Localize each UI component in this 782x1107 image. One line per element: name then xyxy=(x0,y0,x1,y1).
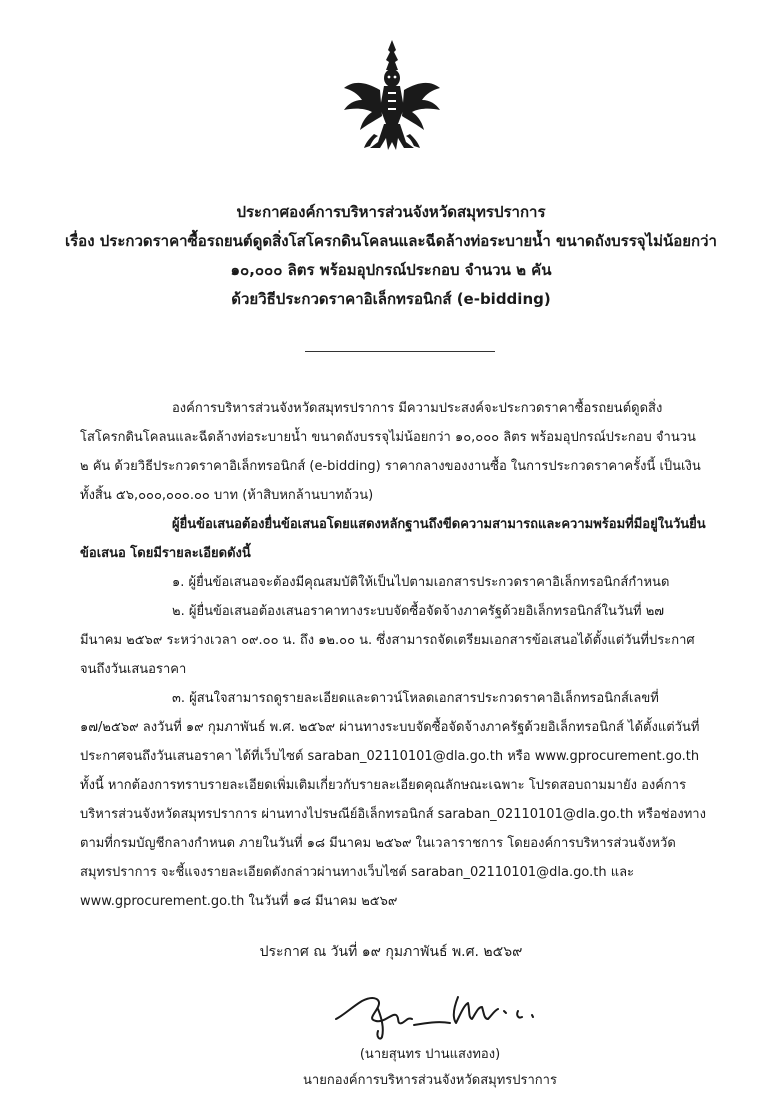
announcement-title xyxy=(0,198,782,314)
requirement-item-2: ๒. ผู้ยื่นข้อเสนอต้องเสนอราคาทางระบบจัดซื้อจัดจ้างภาครัฐด้วยอิเล็กทรอนิกส์ในวันที่ ๒๗ มีนาคม ๒๕๖๙ ระหว่างเวลา ๐๙.๐๐ น. ถึง ๑๒.๐๐ น. ซึ่งสามารถจัดเตรียมเอกสารข้อเสนอได้ตั้งแต่วันที่ประกาศจนถึงวันเสนอราคา xyxy=(80,604,695,677)
title-divider xyxy=(305,351,495,352)
announcement-body xyxy=(80,394,706,916)
garuda-emblem-icon xyxy=(340,38,444,158)
requirement-item-1: ๑. ผู้ยื่นข้อเสนอจะต้องมีคุณสมบัติให้เป็นไปตามเอกสารประกวดราคาอิเล็กทรอนิกส์กำหนด xyxy=(172,575,670,590)
signer-name: (นายสุนทร ปานแสงทอง) xyxy=(359,1047,501,1062)
title-line-3: ๑๐,๐๐๐ ลิตร พร้อมอุปกรณ์ประกอบ จำนวน ๒ คัน xyxy=(230,261,552,279)
title-line-2: เรื่อง ประกวดราคาซื้อรถยนต์ดูดสิ่งโสโครกดินโคลนและฉีดล้างท่อระบายน้ำ ขนาดถังบรรจุไม่น้อยกว่า xyxy=(65,232,717,250)
requirement-item-3: ๓. ผู้สนใจสามารถดูรายละเอียดและดาวน์โหลดเอกสารประกวดราคาอิเล็กทรอนิกส์เลขที่ ๑๗/๒๕๖๙ ลงวันที่ ๑๙ กุมภาพันธ์ พ.ศ. ๒๕๖๙ ผ่านทางระบบจัดซื้อจัดจ้างภาครัฐด้วยอิเล็กทรอนิกส์ ได้ตั้งแต่วันที่ประกาศจนถึงวันเสนอราคา ได้ที่เว็บไซต์ saraban_02110101@dla.go.th หรือ www.gprocurement.go.th ทั้งนี้ หากต้องการทราบรายละเอียดเพิ่มเติมเกี่ยวกับรายละเอียดคุณลักษณะเฉพาะ โปรดสอบถามมายัง องค์การบริหารส่วนจังหวัดสมุทรปราการ ผ่านทางไปรษณีย์อิเล็กทรอนิกส์ saraban_02110101@dla.go.th หรือช่องทางตามที่กรมบัญชีกลางกำหนด ภายในวันที่ ๑๘ มีนาคม ๒๕๖๙ ในเวลาราชการ โดยองค์การบริหารส่วนจังหวัดสมุทรปราการ จะชี้แจงรายละเอียดดังกล่าวผ่านทางเว็บไซต์ saraban_02110101@dla.go.th และ www.gprocurement.go.th ในวันที่ ๑๘ มีนาคม ๒๕๖๙ xyxy=(80,691,706,909)
handwritten-signature-icon xyxy=(330,985,560,1045)
title-line-1: ประกาศองค์การบริหารส่วนจังหวัดสมุทรปราการ xyxy=(236,203,546,221)
title-line-4: ด้วยวิธีประกวดราคาอิเล็กทรอนิกส์ (e-bidding) xyxy=(231,290,551,308)
intro-paragraph: องค์การบริหารส่วนจังหวัดสมุทรปราการ มีความประสงค์จะประกวดราคาซื้อรถยนต์ดูดสิ่งโสโครกดินโคลนและฉีดล้างท่อระบายน้ำ ขนาดถังบรรจุไม่น้อยกว่า ๑๐,๐๐๐ ลิตร พร้อมอุปกรณ์ประกอบ จำนวน ๒ คัน ด้วยวิธีประกวดราคาอิเล็กทรอนิกส์ (e-bidding) ราคากลางของงานซื้อ ในการประกวดราคาครั้งนี้ เป็นเงินทั้งสิ้น ๕๖,๐๐๐,๐๐๐.๐๐ บาท (ห้าสิบหกล้านบาทถ้วน) xyxy=(80,401,701,503)
signer-title: นายกองค์การบริหารส่วนจังหวัดสมุทรปราการ xyxy=(303,1073,557,1088)
requirement-intro: ผู้ยื่นข้อเสนอต้องยื่นข้อเสนอโดยแสดงหลักฐานถึงขีดความสามารถและความพร้อมที่มีอยู่ในวันยื่นข้อเสนอ โดยมีรายละเอียดดังนี้ xyxy=(80,517,706,561)
announced-date: ประกาศ ณ วันที่ ๑๙ กุมภาพันธ์ พ.ศ. ๒๕๖๙ xyxy=(259,944,523,960)
